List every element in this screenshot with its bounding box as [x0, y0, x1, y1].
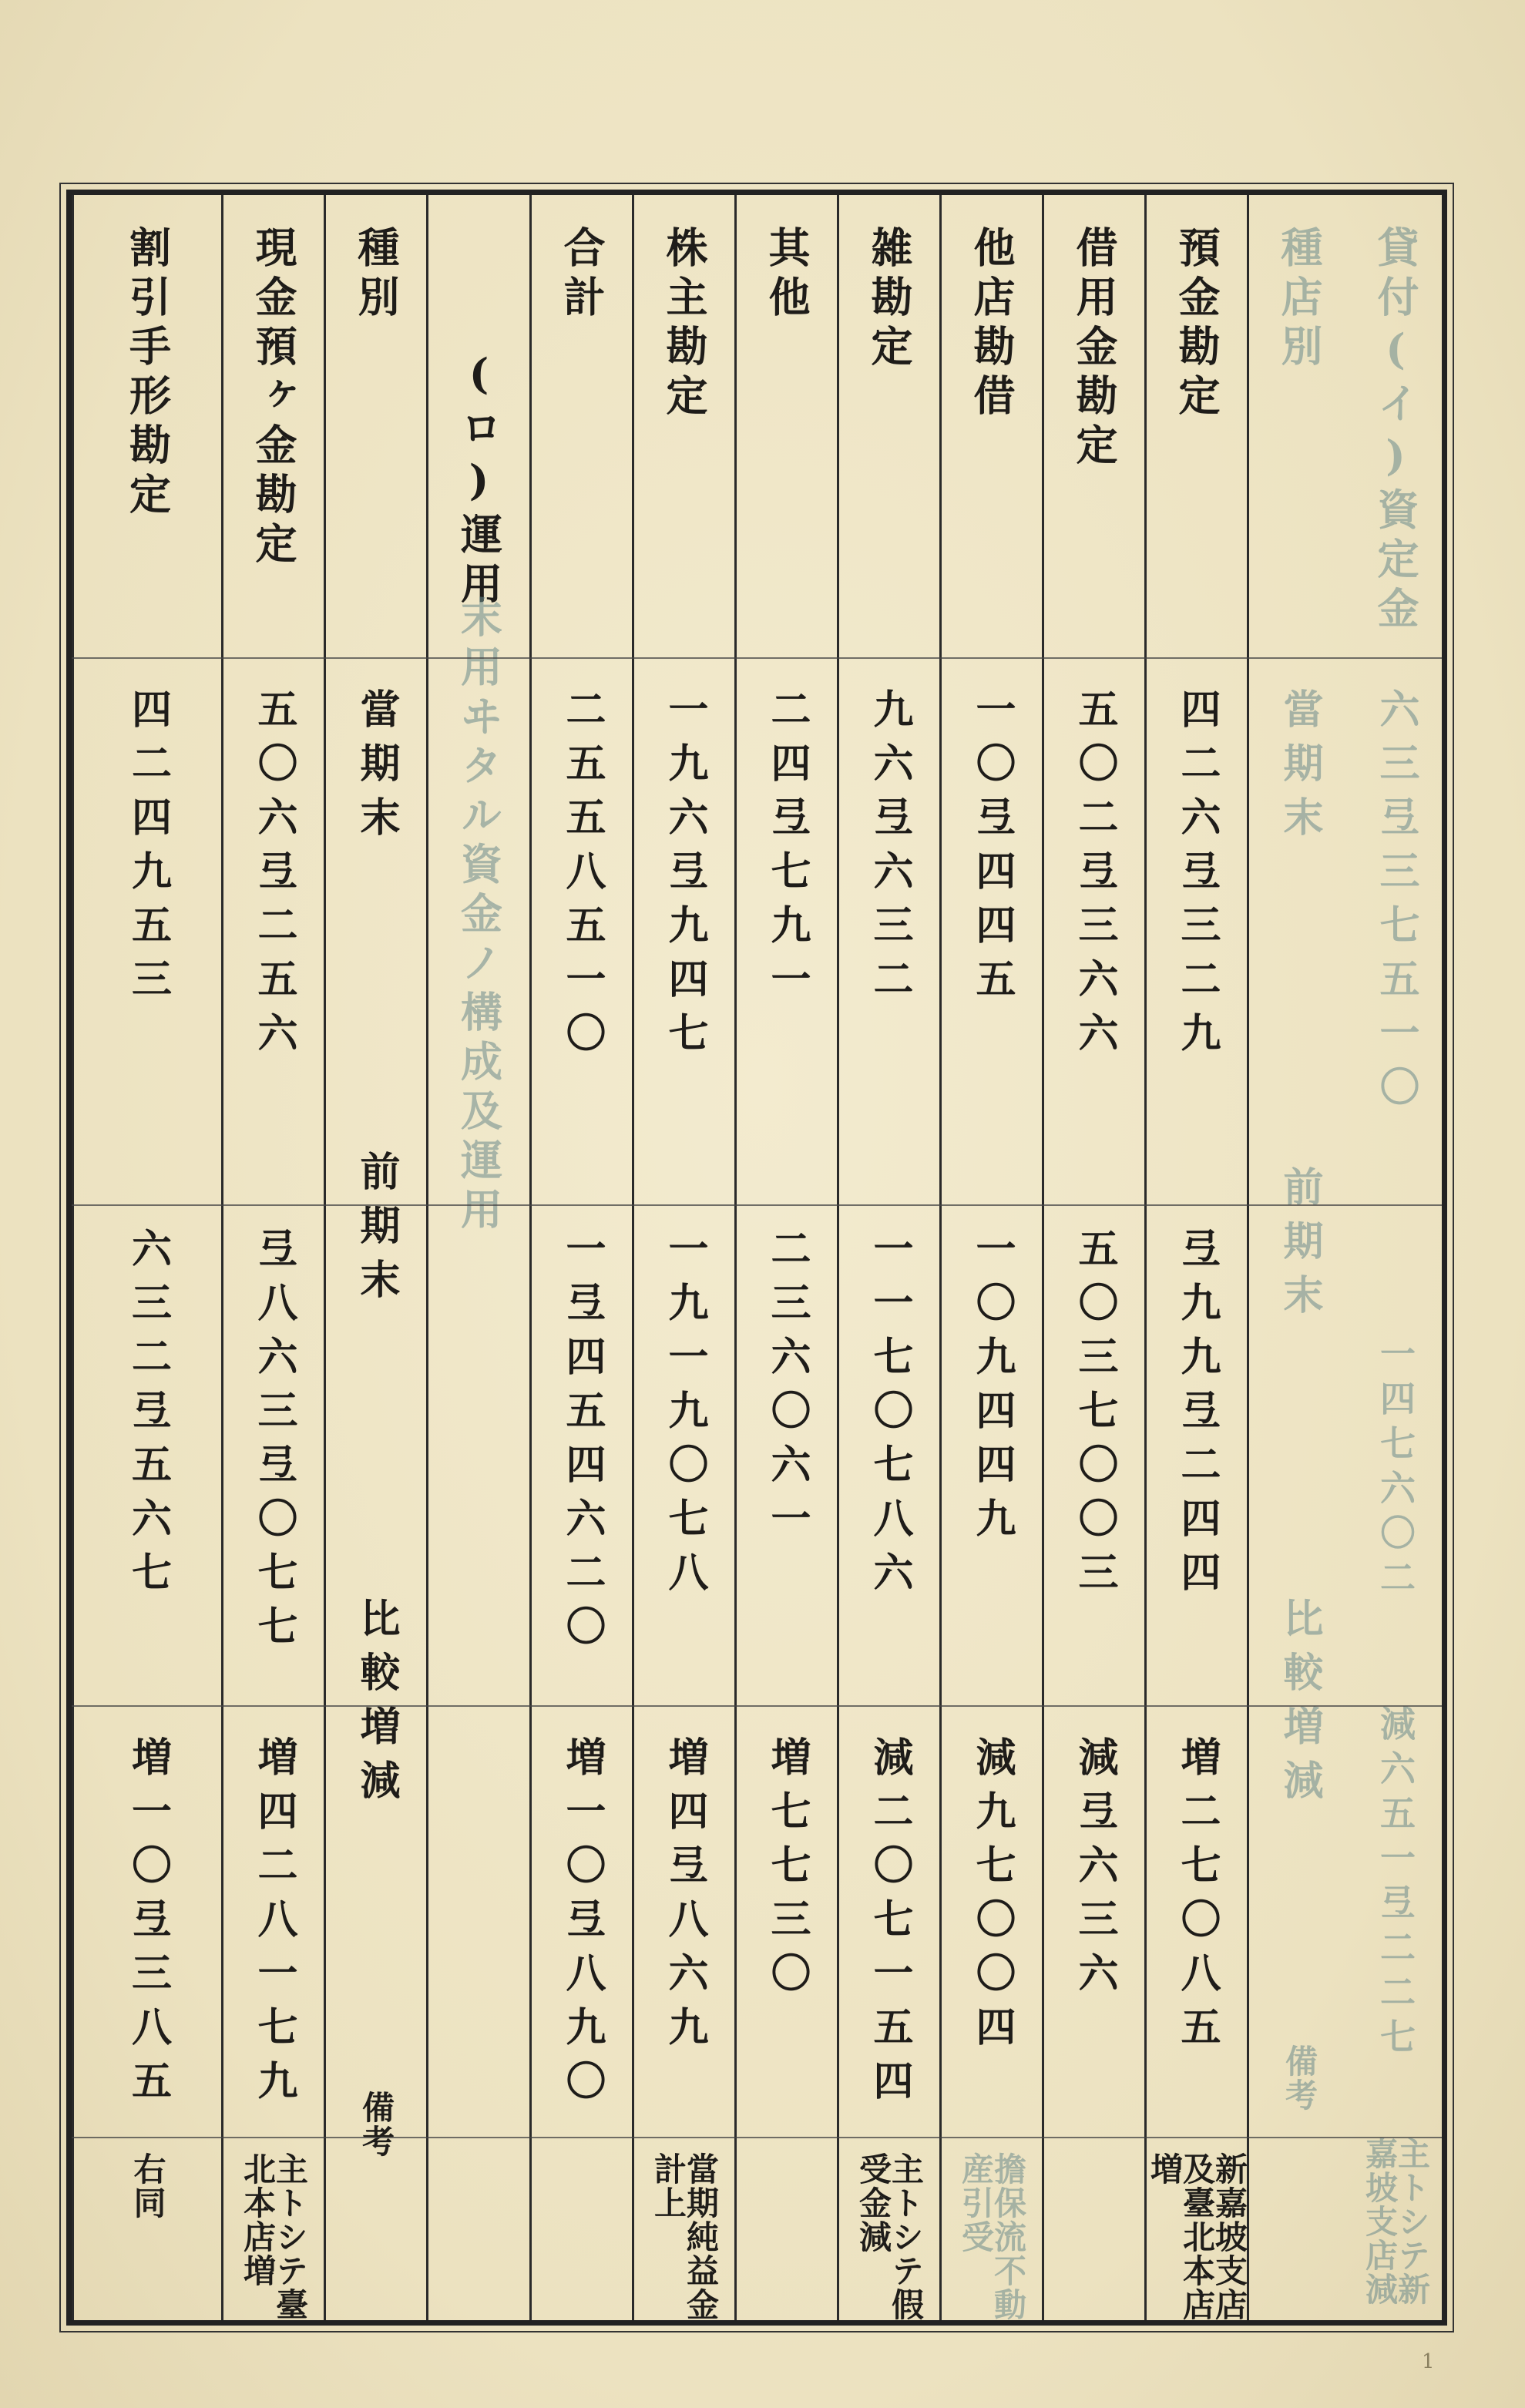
column-cash-deposits [221, 195, 324, 2320]
column-misc [837, 195, 939, 2320]
column-section-title [426, 195, 529, 2320]
difference-value: 減九七〇〇四 [969, 1736, 1016, 2060]
difference-label: 比較増減 [353, 1597, 400, 1813]
column-header: 其他 [762, 226, 811, 324]
current-period-value: 六三弖三七五一〇 [1372, 688, 1419, 1120]
previous-period-value: 弖八六三弖〇七七 [250, 1228, 297, 1659]
column-header-labels-ghost [1247, 195, 1349, 2320]
row-divider-difference [72, 2137, 1442, 2138]
current-period-value: 二五五八五一〇 [559, 688, 606, 1066]
column-total [529, 195, 632, 2320]
current-period-value: 五〇二弖三六六 [1071, 688, 1118, 1066]
difference-value: 増一〇弖三八五 [124, 1736, 172, 2114]
current-period-value: 一九六弖九四七 [661, 688, 708, 1066]
ledger-table-frame [66, 190, 1447, 2326]
column-shareholders [632, 195, 734, 2320]
remark-label: 備考 [1281, 2044, 1318, 2112]
page-mark: 1 [1422, 2350, 1435, 2373]
previous-period-value: 弖九九弖二四四 [1174, 1228, 1221, 1605]
column-header: 種別 [351, 226, 401, 324]
difference-value: 増七七三〇 [764, 1736, 811, 2006]
column-discount-bills [72, 195, 221, 2320]
previous-period-label: 前期末 [353, 1150, 400, 1312]
current-period-label: 當期末 [1276, 688, 1323, 850]
column-header: 割引手形勘定 [123, 226, 173, 522]
column-header: 現金預ヶ金勘定 [249, 226, 298, 571]
remark: 右同 [129, 2152, 167, 2220]
difference-value: 増一〇弖八九〇 [559, 1736, 606, 2114]
column-header: 株主勘定 [660, 226, 709, 423]
previous-period-value: 一九一九〇七八 [661, 1228, 708, 1605]
difference-value: 減六五一弖二二七 [1375, 1705, 1416, 2063]
previous-period-value: 一弖四五四六二〇 [559, 1228, 606, 1659]
previous-period-value: 二三六〇六一 [764, 1228, 811, 1551]
row-divider-header [72, 657, 1442, 659]
remark: 主トシテ假受金減 [855, 2152, 925, 2322]
difference-value: 増四弖八六九 [661, 1736, 708, 2060]
remark: 當期純益金計上 [650, 2152, 720, 2322]
current-period-value: 五〇六弖二五六 [250, 688, 297, 1066]
column-header-labels-2 [324, 195, 426, 2320]
column-header: 種店別 [1275, 226, 1324, 374]
remark-label: 備考 [358, 2091, 395, 2158]
section-title: (ロ)運用 [454, 349, 504, 611]
remark [1044, 2152, 1144, 2322]
column-header: 合計 [557, 226, 606, 324]
column-header: 借用金勘定 [1070, 226, 1119, 472]
remark: 擔保流不動産引受 [957, 2152, 1027, 2322]
remark: 主トシテ新嘉坡支店減 [1361, 2137, 1431, 2306]
column-borrowings [1042, 195, 1144, 2320]
difference-value: 増二七〇八五 [1174, 1736, 1221, 2060]
difference-label: 比較増減 [1276, 1597, 1323, 1813]
previous-period-value: 一一七〇七八六 [866, 1228, 913, 1605]
column-header: 貸付(イ)資定金 [1371, 226, 1420, 636]
row-divider-previous [72, 1705, 1442, 1707]
current-period-value: 一〇弖四四五 [969, 688, 1016, 1012]
column-header: 預金勘定 [1172, 226, 1221, 423]
current-period-value: 四二四九五三 [124, 688, 172, 1012]
current-period-label: 當期末 [353, 688, 400, 850]
remark: 主トシテ臺北本店増 [239, 2152, 309, 2322]
column-header: 雑勘定 [865, 226, 914, 374]
current-period-value: 二四弖七九一 [764, 688, 811, 1012]
column-loans-ghost [1349, 195, 1442, 2320]
section-subtitle: 末用ヰタル資金ノ構成及運用 [454, 596, 504, 1237]
current-period-value: 九六弖六三二 [866, 688, 913, 1012]
previous-period-label: 前期末 [1276, 1166, 1323, 1328]
column-other-branches [939, 195, 1042, 2320]
difference-value: 減弖六三六 [1071, 1736, 1118, 2006]
current-period-value: 四二六弖三二九 [1174, 688, 1221, 1066]
difference-value: 減二〇七一五四 [866, 1736, 913, 2114]
previous-period-value: 一〇九四四九 [969, 1228, 1016, 1551]
previous-period-value: 一四七六〇二 [1375, 1335, 1416, 1604]
difference-value: 増四二八一七九 [250, 1736, 297, 2114]
column-deposits [1144, 195, 1247, 2320]
previous-period-value: 六三二弖五六七 [124, 1228, 172, 1605]
column-header: 他店勘借 [967, 226, 1016, 423]
column-others [734, 195, 837, 2320]
previous-period-value: 五〇三七〇〇三 [1071, 1228, 1118, 1605]
remark: 新嘉坡支店及臺北本店増 [1146, 2152, 1248, 2322]
row-divider-current [72, 1204, 1442, 1206]
